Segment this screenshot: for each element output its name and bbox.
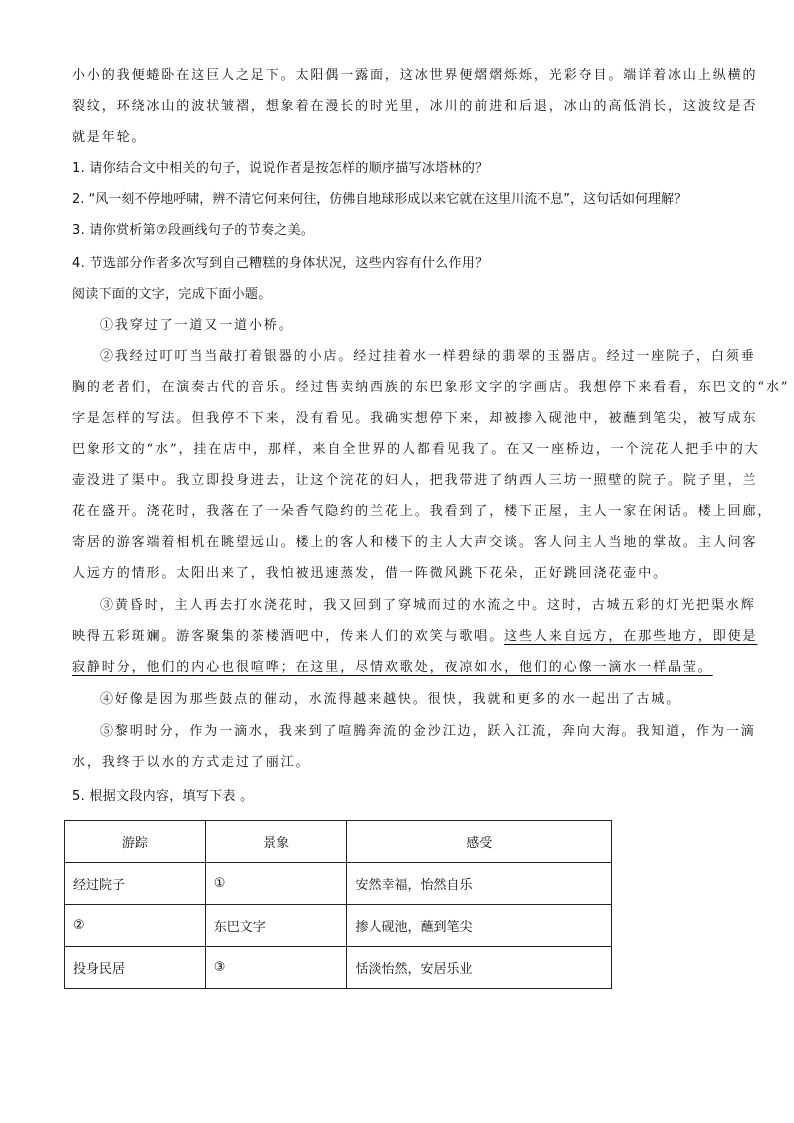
passage-tail-line: 就是年轮。 (72, 130, 147, 145)
paragraph-4: ④好像是因为那些鼓点的催动，水流得越来越快。很快，我就和更多的水一起出了古城。 (100, 692, 682, 707)
table-cell: ① (205, 863, 347, 905)
table-cell: 经过院子 (65, 863, 206, 905)
paragraph-2-line: 壶没进了渠中。我立即投身进去，让这个浣花的妇人，把我带进了纳西人三坊一照壁的院子。院子里，兰 (72, 473, 758, 488)
paragraph-3-text: 映得五彩斑斓。游客聚集的茶楼酒吧中，传来人们的欢笑与歌唱。 (72, 629, 505, 644)
question-2: 2. “风一刻不停地呼啸，辨不清它何来何往，仿佛自地球形成以来它就在这里川流不息”，这句话如何理解？ (72, 192, 688, 207)
reading-intro: 阅读下面的文字，完成下面小题。 (72, 287, 272, 302)
table-row (65, 947, 612, 989)
table-cell: 投身民居 (65, 947, 206, 989)
paragraph-2-line: 人远方的情形。太阳出来了，我怕被迅速蒸发，借一阵微风跳下花朵，正好跳回浇花壶中。 (72, 566, 669, 581)
table-cell: 掺人砚池，蘸到笔尖 (347, 905, 612, 947)
table-cell: 安然幸福，怡然自乐 (347, 863, 612, 905)
table-cell: 恬淡怡然，安居乐业 (347, 947, 612, 989)
paragraph-2-line: 寄居的游客端着相机在眺望远山。楼上的客人和楼下的主人大声交谈。客人问主人当地的掌故。主人问客 (72, 535, 758, 550)
table-row (65, 905, 612, 947)
answer-table (64, 820, 612, 989)
table-header-cell: 游踪 (65, 821, 206, 863)
underlined-sentence: 寂静时分，他们的内心也很喧哗；在这里，尽情欢歌处，夜凉如水，他们的心像一滴水一样晶莹。 (72, 660, 713, 675)
question-1: 1. 请你结合文中相关的句子，说说作者是按怎样的顺序描写冰塔林的？ (72, 161, 489, 176)
paragraph-3-line: ③黄昏时，主人再去打水浇花时，我又回到了穿城而过的水流之中。这时，古城五彩的灯光把渠水辉 (100, 598, 756, 613)
question-5: 5. 根据文段内容，填写下表 。 (72, 789, 254, 804)
paragraph-2-line: ②我经过叮叮当当敲打着银器的小店。经过挂着水一样碧绿的翡翠的玉器店。经过一座院子，白须垂 (100, 349, 756, 364)
table-cell: 东巴文字 (205, 905, 347, 947)
paragraph-2-line: 胸的老者们，在演奏古代的音乐。经过售卖纳西族的东巴象形文字的字画店。我想停下来看看，东巴文的“水” (72, 380, 790, 395)
table-cell: ③ (205, 947, 347, 989)
paragraph-2-line: 巴象形文的“水”，挂在店中，那样，来自全世界的人都看见我了。在又一座桥边，一个浣花人把手中的大 (72, 442, 760, 457)
underlined-sentence: 这些人来自远方，在那些地方，即使是 (504, 629, 758, 644)
table-row (65, 863, 612, 905)
table-header-cell: 景象 (205, 821, 347, 863)
paragraph-3-line (72, 658, 724, 678)
paragraph-5-line: ⑤黎明时分，作为一滴水，我来到了喧腾奔流的金沙江边，跃入江流，奔向大海。我知道，作为一滴 (100, 724, 756, 739)
paragraph-5-line: 水，我终于以水的方式走过了丽江。 (72, 755, 311, 770)
table-cell: ② (65, 905, 206, 947)
table-header-cell: 感受 (347, 821, 612, 863)
paragraph-1: ①我穿过了一道又一道小桥。 (100, 318, 294, 333)
passage-tail-line: 小小的我便蜷卧在这巨人之足下。太阳偶一露面，这冰世界便熠熠烁烁，光彩夺目。端详着冰山上纵横的 (72, 68, 758, 83)
paragraph-2-line: 花在盛开。浇花时，我落在了一朵香气隐约的兰花上。我看到了，楼下正屋，主人一家在闲话。楼上回廊， (72, 504, 773, 519)
table-header-row (65, 821, 612, 863)
paragraph-2-line: 字是怎样的写法。但我停不下来，没有看见。我确实想停下来，却被掺入砚池中，被蘸到笔尖，被写成东 (72, 411, 758, 426)
question-4: 4. 节选部分作者多次写到自己糟糕的身体状况，这些内容有什么作用？ (72, 256, 489, 271)
passage-tail-line: 裂纹，环绕冰山的波状皱褶，想象着在漫长的时光里，冰川的前进和后退，冰山的高低消长，这波纹是否 (72, 99, 758, 114)
paragraph-3-line (72, 627, 758, 647)
question-3: 3. 请你赏析第⑦段画线句子的节奏之美。 (72, 223, 315, 238)
